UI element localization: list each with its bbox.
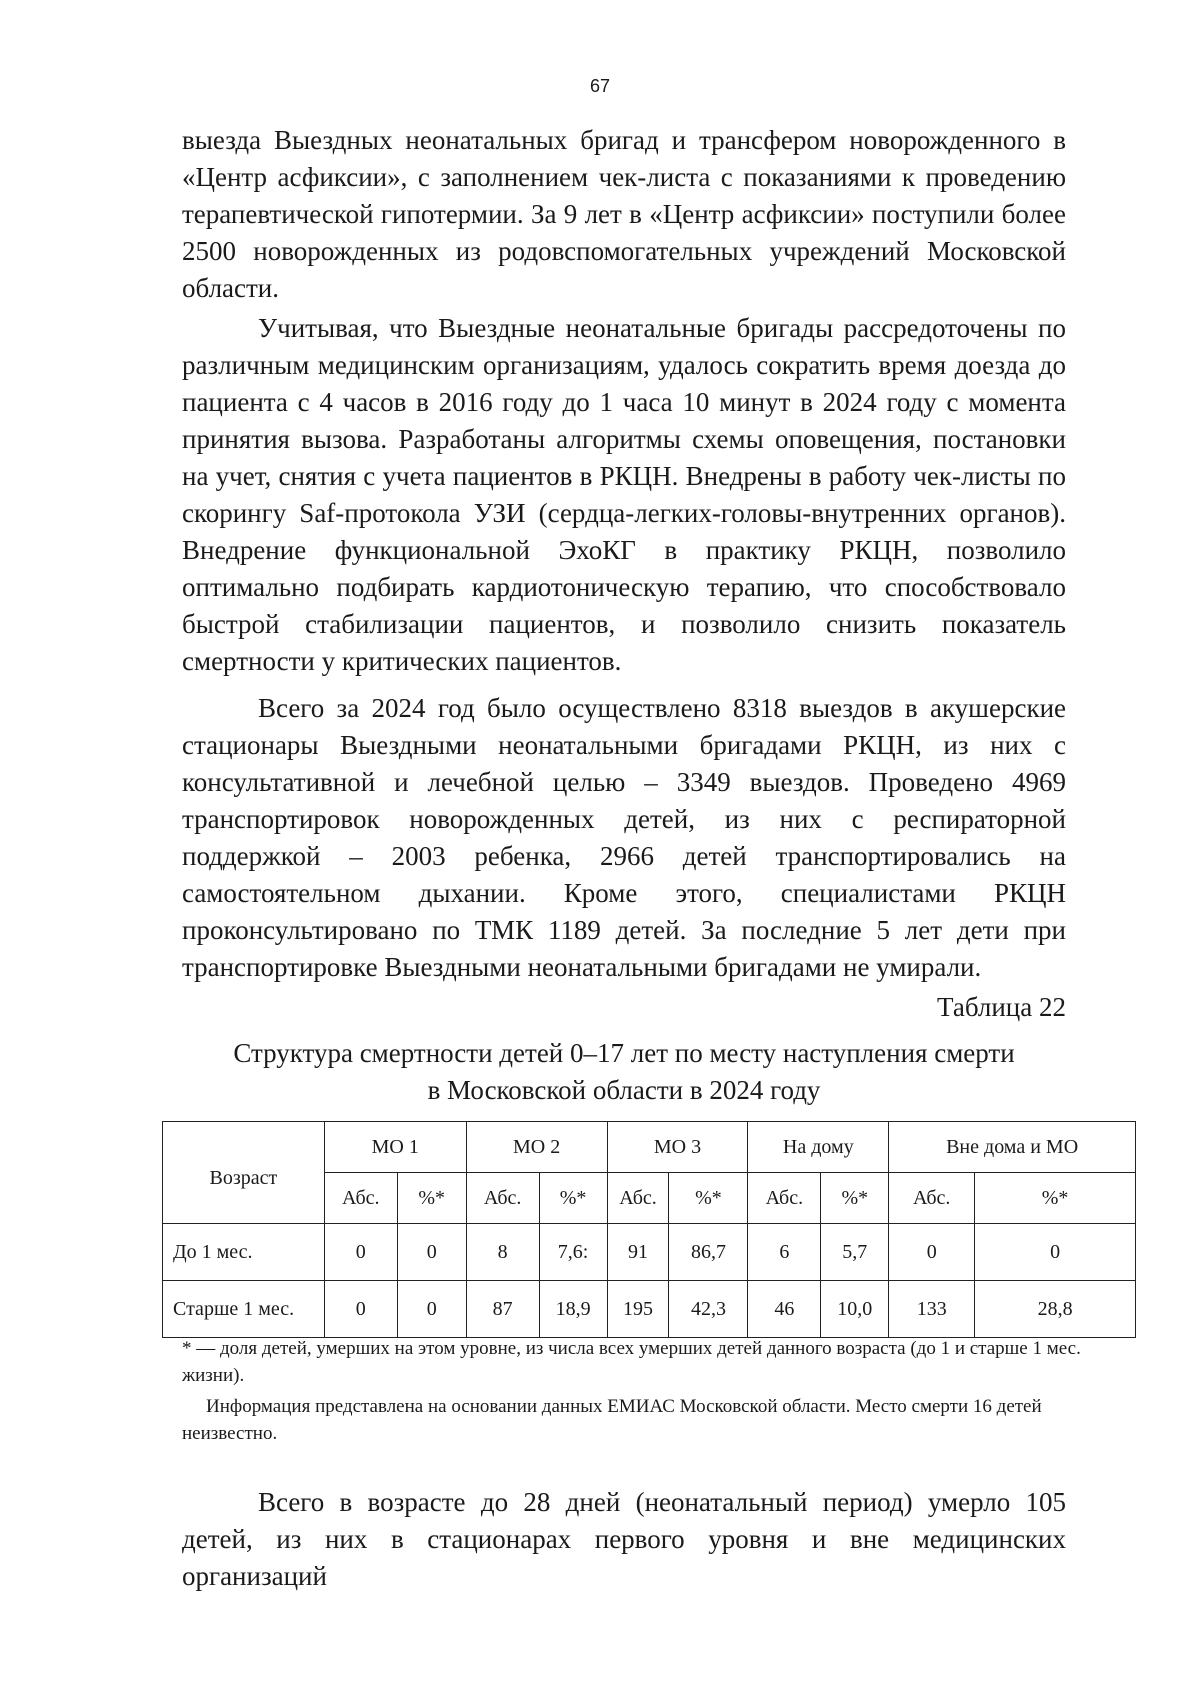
group-header-mo2: МО 2 <box>466 1122 607 1173</box>
table-title-line-2: в Московской области в 2024 году <box>427 1075 821 1105</box>
table-title-line-1: Структура смертности детей 0–17 лет по месту наступления смерти <box>233 1038 1015 1068</box>
table-cell: 86,7 <box>669 1224 748 1281</box>
subheader-pct: %* <box>975 1173 1136 1224</box>
subheader-pct: %* <box>669 1173 748 1224</box>
group-header-mo1: МО 1 <box>324 1122 466 1173</box>
table-cell: 18,9 <box>539 1281 607 1338</box>
table-cell: 42,3 <box>669 1281 748 1338</box>
group-header-home: На дому <box>748 1122 889 1173</box>
table-cell: 0 <box>889 1224 975 1281</box>
table-row <box>163 1224 1136 1281</box>
table-cell: 91 <box>607 1224 669 1281</box>
subheader-pct: %* <box>397 1173 466 1224</box>
subheader-abs: Абс. <box>607 1173 669 1224</box>
table-cell: 133 <box>889 1281 975 1338</box>
table-cell: 46 <box>748 1281 821 1338</box>
table-cell: 0 <box>324 1281 397 1338</box>
subheader-abs: Абс. <box>466 1173 539 1224</box>
footnote-source: Информация представлена на основании данных ЕМИАС Московской области. Место смерти 16 детей неизвестно. <box>182 1396 1042 1444</box>
subheader-abs: Абс. <box>748 1173 821 1224</box>
table-cell: 0 <box>324 1224 397 1281</box>
table-cell: 5,7 <box>821 1224 889 1281</box>
table-cell: 6 <box>748 1224 821 1281</box>
mortality-table <box>162 1121 1136 1338</box>
table-row <box>163 1281 1136 1338</box>
group-header-outside: Вне дома и МО <box>889 1122 1136 1173</box>
table-cell: 87 <box>466 1281 539 1338</box>
table-cell: 7,6: <box>539 1224 607 1281</box>
table-cell: 0 <box>397 1281 466 1338</box>
footnote-asterisk: * — доля детей, умерших на этом уровне, из числа всех умерших детей данного возраста (до 1 и старше 1 мес. жизни). <box>182 1338 1081 1386</box>
row-label: До 1 мес. <box>163 1224 325 1281</box>
table-cell: 28,8 <box>975 1281 1136 1338</box>
table-cell: 8 <box>466 1224 539 1281</box>
subheader-pct: %* <box>539 1173 607 1224</box>
table-cell: 10,0 <box>821 1281 889 1338</box>
paragraph-1: выезда Выездных неонатальных бригад и трансфером новорожденного в «Центр асфиксии», с заполнением чек-листа с показаниями к проведению терапевтической гипотермии. За 9 лет в «Центр асфиксии» поступили более 2500 новорожденных из родовспомогательных учреждений Московской области. <box>182 125 1066 303</box>
page-number: 67 <box>589 76 611 96</box>
group-header-mo3: МО 3 <box>607 1122 748 1173</box>
table-label: Таблица 22 <box>937 992 1066 1022</box>
paragraph-4: Всего в возрасте до 28 дней (неонатальный период) умерло 105 детей, из них в стационарах первого уровня и вне медицинских организаций <box>182 1487 1066 1591</box>
table-cell: 195 <box>607 1281 669 1338</box>
table-title <box>182 1035 1066 1109</box>
paragraph-2: Учитывая, что Выездные неонатальные бригады рассредоточены по различным медицинским организациям, удалось сократить время доезда до пациента с 4 часов в 2016 году до 1 часа 10 минут в 2024 году с момента принятия вызова. Разработаны алгоритмы схемы оповещения, постановки на учет, снятия с учета пациентов в РКЦН. Внедрены в работу чек-листы по скорингу Saf-протокола УЗИ (сердца-легких-головы-внутренних органов). Внедрение функциональной ЭхоКГ в практику РКЦН, позволило оптимально подбирать кардиотоническую терапию, что способствовало быстрой стабилизации пациентов, и позволило снизить показатель смертности у критических пациентов. <box>182 313 1066 676</box>
paragraph-3: Всего за 2024 год было осуществлено 8318 выездов в акушерские стационары Выездными неонатальными бригадами РКЦН, из них с консультативной и лечебной целью – 3349 выездов. Проведено 4969 транспортировок новорожденных детей, из них с респираторной поддержкой – 2003 ребенка, 2966 детей транспортировались на самостоятельном дыхании. Кроме этого, специалистами РКЦН проконсультировано по ТМК 1189 детей. За последние 5 лет дети при транспортировке Выездными неонатальными бригадами не умирали. <box>182 693 1066 982</box>
age-header: Возраст <box>163 1122 325 1224</box>
table-cell: 0 <box>975 1224 1136 1281</box>
subheader-abs: Абс. <box>889 1173 975 1224</box>
table-cell: 0 <box>397 1224 466 1281</box>
subheader-abs: Абс. <box>324 1173 397 1224</box>
row-label: Старше 1 мес. <box>163 1281 325 1338</box>
subheader-pct: %* <box>821 1173 889 1224</box>
